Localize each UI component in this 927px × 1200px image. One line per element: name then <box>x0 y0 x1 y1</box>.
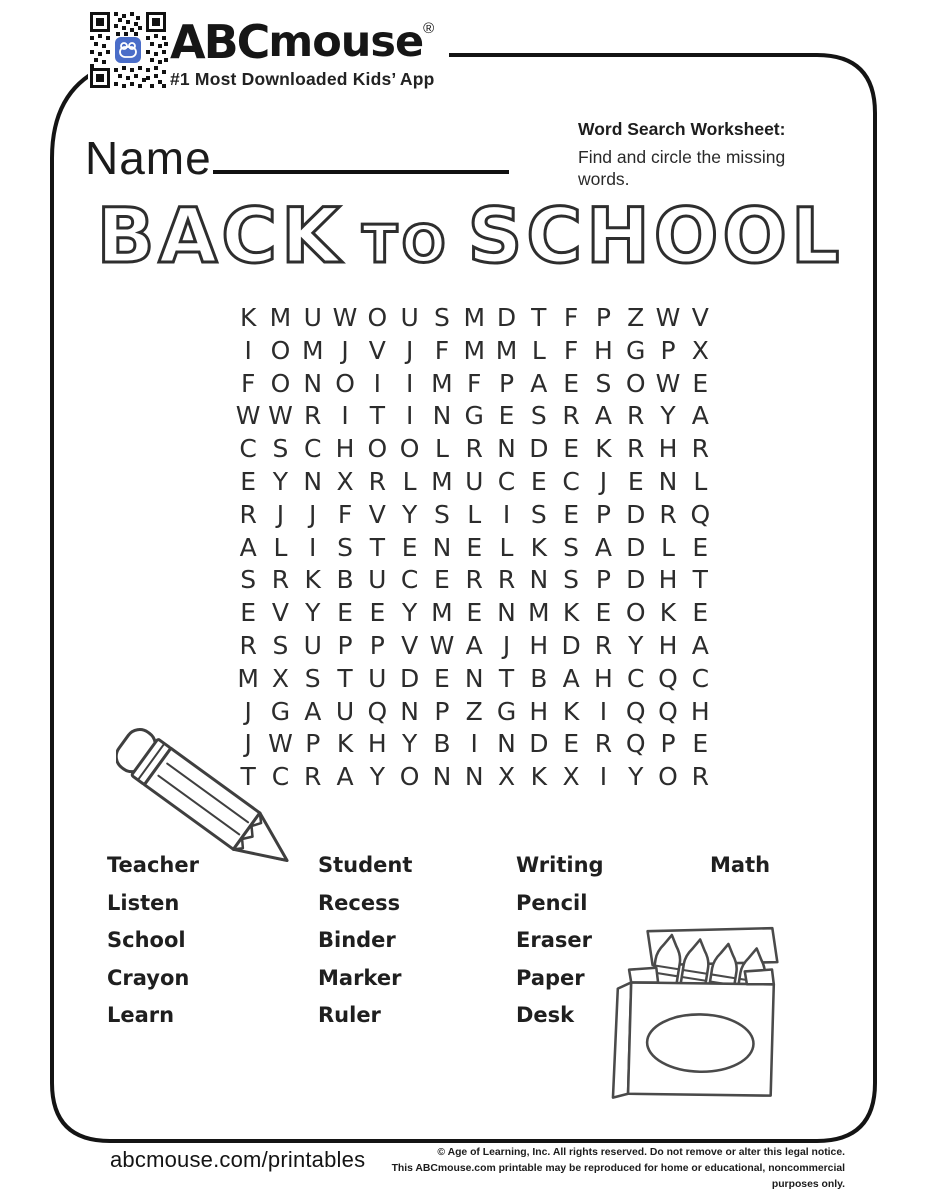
grid-letter: M <box>431 598 453 628</box>
grid-letter: Y <box>660 401 676 431</box>
grid-letter: Z <box>627 303 645 332</box>
grid-letter: A <box>336 762 354 792</box>
grid-letter: F <box>337 499 353 529</box>
grid-letter: K <box>336 729 354 759</box>
grid-letter: X <box>336 466 354 496</box>
grid-letter: N <box>658 466 678 496</box>
grid-letter: H <box>658 565 678 595</box>
grid-letter: P <box>660 729 676 759</box>
grid-letter: L <box>499 532 514 562</box>
grid-row <box>232 466 716 499</box>
grid-letter: X <box>562 762 580 792</box>
instructions-body: Find and circle the missing words. <box>578 147 786 190</box>
grid-letter: A <box>594 401 612 431</box>
grid-letter: K <box>530 762 548 792</box>
grid-letter: Y <box>272 466 289 496</box>
grid-letter: N <box>432 532 452 562</box>
grid-letter: P <box>595 565 611 595</box>
grid-letter: E <box>434 565 450 595</box>
word-list-item: Math <box>710 853 771 877</box>
registered-mark: ® <box>423 20 435 37</box>
grid-letter: E <box>498 401 515 431</box>
grid-letter: Y <box>628 762 644 792</box>
grid-letter: T <box>240 762 256 792</box>
grid-letter: L <box>467 499 482 529</box>
grid-letter: A <box>530 368 548 398</box>
grid-row <box>232 630 716 663</box>
grid-row <box>232 564 716 597</box>
grid-letter: M <box>463 335 486 365</box>
grid-letter: R <box>304 762 322 792</box>
grid-row <box>232 302 716 335</box>
grid-letter: I <box>470 729 478 759</box>
footer-site-url: abcmouse.com/printables <box>110 1147 366 1172</box>
grid-letter: C <box>400 565 419 595</box>
grid-letter: S <box>433 303 450 332</box>
grid-letter: A <box>691 630 709 660</box>
grid-letter: Q <box>625 729 646 759</box>
grid-letter: I <box>309 532 317 562</box>
grid-letter: N <box>497 598 516 628</box>
grid-letter: M <box>301 335 324 365</box>
grid-letter: E <box>692 368 709 398</box>
grid-letter: U <box>465 466 484 496</box>
grid-letter: J <box>502 630 511 660</box>
grid-letter: R <box>465 434 483 464</box>
legal-line-2: This ABCmouse.com printable may be reproduced for home or educational, noncommercial purposes only. <box>391 1163 845 1191</box>
grid-letter: H <box>658 434 678 464</box>
grid-letter: Y <box>369 762 385 792</box>
grid-letter: D <box>626 499 646 529</box>
grid-letter: O <box>625 598 646 628</box>
grid-letter: Q <box>625 696 646 726</box>
puzzle-title <box>10 191 927 285</box>
grid-letter: O <box>367 303 388 332</box>
grid-letter: I <box>599 762 608 792</box>
grid-letter: Y <box>305 598 321 628</box>
grid-letter: J <box>244 696 252 726</box>
grid-letter: T <box>337 663 353 693</box>
grid-letter: W <box>332 303 358 332</box>
grid-row <box>232 433 716 466</box>
grid-letter: E <box>563 434 580 464</box>
grid-letter: K <box>562 696 580 726</box>
grid-letter: K <box>659 598 677 628</box>
grid-letter: E <box>627 466 644 496</box>
grid-letter: W <box>268 729 293 759</box>
grid-letter: R <box>594 729 613 759</box>
grid-letter: R <box>465 565 483 595</box>
logo-block <box>170 15 449 90</box>
title-word-school: SCHOOL <box>467 191 844 280</box>
grid-letter: A <box>239 532 257 562</box>
grid-letter: K <box>239 303 257 332</box>
grid-letter: J <box>341 335 349 365</box>
grid-letter: H <box>367 729 387 759</box>
grid-letter: H <box>690 696 710 726</box>
grid-letter: J <box>405 335 414 365</box>
grid-letter: H <box>658 630 678 660</box>
grid-letter: E <box>692 532 709 562</box>
grid-letter: P <box>305 729 321 759</box>
grid-letter: E <box>563 729 580 759</box>
grid-letter: T <box>692 565 708 595</box>
grid-letter: Z <box>465 696 483 726</box>
grid-letter: C <box>304 434 322 464</box>
grid-letter: E <box>240 466 257 496</box>
legal-notice <box>345 1145 845 1193</box>
grid-letter: S <box>530 401 547 431</box>
grid-letter: L <box>402 466 417 496</box>
grid-letter: E <box>692 729 709 759</box>
word-list-item: Listen <box>107 890 180 915</box>
grid-letter: C <box>691 663 710 693</box>
grid-letter: K <box>595 434 612 464</box>
grid-letter: B <box>530 663 548 693</box>
grid-letter: G <box>496 696 517 726</box>
grid-letter: C <box>497 466 516 496</box>
grid-letter: E <box>240 598 257 628</box>
grid-row <box>232 663 716 696</box>
grid-letter: C <box>239 434 257 464</box>
grid-letter: E <box>563 499 580 529</box>
grid-letter: D <box>400 663 420 693</box>
grid-letter: V <box>691 303 709 332</box>
grid-letter: D <box>626 532 646 562</box>
grid-letter: E <box>337 598 353 628</box>
grid-letter: J <box>244 729 252 759</box>
grid-letter: U <box>368 565 387 595</box>
grid-letter: Q <box>690 499 711 529</box>
grid-letter: B <box>433 729 451 759</box>
grid-letter: R <box>239 630 257 660</box>
logo-mouse: mouse <box>268 17 424 67</box>
grid-letter: E <box>563 368 580 398</box>
grid-letter: V <box>368 335 386 365</box>
word-list-item: Writing <box>516 853 604 877</box>
grid-letter: I <box>502 499 511 529</box>
grid-letter: N <box>303 466 323 496</box>
grid-letter: G <box>626 335 646 365</box>
grid-letter: V <box>368 499 386 529</box>
grid-letter: L <box>531 335 546 365</box>
grid-letter: L <box>661 532 675 562</box>
grid-letter: N <box>529 565 549 595</box>
grid-letter: I <box>405 401 414 431</box>
grid-letter: R <box>594 630 613 660</box>
grid-row <box>232 532 716 565</box>
grid-letter: J <box>276 499 285 529</box>
grid-letter: S <box>240 565 257 595</box>
grid-letter: V <box>271 598 289 628</box>
grid-letter: R <box>271 565 290 595</box>
grid-letter: O <box>270 368 291 398</box>
grid-letter: H <box>529 630 549 660</box>
instructions-title: Word Search Worksheet: <box>578 119 786 139</box>
grid-letter: E <box>434 663 450 693</box>
grid-letter: U <box>303 303 322 332</box>
grid-letter: O <box>335 368 355 398</box>
word-search-grid <box>232 302 716 794</box>
grid-letter: I <box>341 401 349 431</box>
grid-letter: R <box>497 565 516 595</box>
grid-letter: U <box>400 303 419 332</box>
grid-letter: M <box>495 335 518 365</box>
grid-letter: O <box>367 434 388 464</box>
grid-letter: D <box>529 729 549 759</box>
word-list-item: Ruler <box>318 1003 381 1028</box>
grid-letter: Y <box>628 630 644 660</box>
grid-letter: R <box>691 762 709 792</box>
grid-letter: W <box>655 303 681 332</box>
grid-letter: E <box>401 532 418 562</box>
grid-letter: R <box>627 434 645 464</box>
grid-letter: A <box>465 630 483 660</box>
grid-letter: S <box>530 499 547 529</box>
grid-letter: M <box>237 663 259 693</box>
word-list-item: Paper <box>516 965 585 990</box>
grid-letter: I <box>373 368 382 398</box>
grid-letter: F <box>467 368 482 398</box>
grid-letter: J <box>599 466 608 496</box>
qr-code-icon <box>88 10 168 90</box>
grid-letter: J <box>309 499 317 529</box>
grid-letter: C <box>562 466 580 496</box>
grid-letter: M <box>431 368 453 398</box>
grid-letter: A <box>691 401 709 431</box>
grid-letter: P <box>498 368 515 398</box>
grid-letter: O <box>658 762 678 792</box>
crayon-box-icon <box>606 888 806 1113</box>
grid-row <box>232 335 716 368</box>
word-list-column <box>107 853 199 1041</box>
grid-letter: U <box>303 630 322 660</box>
grid-letter: V <box>401 630 419 660</box>
grid-letter: R <box>627 401 645 431</box>
grid-letter: Y <box>401 499 418 529</box>
grid-letter: H <box>529 696 549 726</box>
grid-letter: N <box>432 401 452 431</box>
grid-row <box>232 597 716 630</box>
grid-letter: U <box>335 696 355 726</box>
grid-row <box>232 368 716 401</box>
grid-letter: P <box>369 630 385 660</box>
name-blank-line <box>213 170 509 174</box>
grid-letter: F <box>563 303 579 332</box>
grid-letter: D <box>529 434 549 464</box>
grid-letter: P <box>337 630 353 660</box>
grid-letter: T <box>369 401 385 431</box>
grid-letter: E <box>466 598 483 628</box>
grid-letter: H <box>594 335 613 365</box>
word-list-column <box>318 853 412 1041</box>
word-list-item: Desk <box>516 1003 575 1028</box>
word-list-item: Learn <box>107 1003 175 1028</box>
grid-letter: S <box>304 663 321 693</box>
grid-letter: S <box>337 532 353 562</box>
grid-letter: T <box>369 532 385 562</box>
word-list-item: Student <box>318 853 413 877</box>
logo-abc: ABC <box>170 15 269 69</box>
grid-letter: C <box>626 663 645 693</box>
grid-letter: R <box>239 499 257 529</box>
word-list-item: Recess <box>318 890 401 915</box>
grid-row <box>232 400 716 433</box>
grid-letter: K <box>562 598 580 628</box>
grid-letter: S <box>595 368 612 398</box>
grid-letter: O <box>270 335 291 365</box>
grid-letter: N <box>432 762 452 792</box>
grid-letter: T <box>498 663 515 693</box>
grid-letter: D <box>561 630 581 660</box>
grid-row <box>232 499 716 532</box>
word-list-item: Teacher <box>107 853 199 877</box>
grid-letter: P <box>595 499 611 529</box>
word-list-item: Marker <box>318 965 402 990</box>
grid-letter: N <box>464 663 484 693</box>
grid-letter: X <box>497 762 516 792</box>
grid-letter: K <box>304 565 321 595</box>
grid-letter: R <box>368 466 387 496</box>
grid-letter: M <box>431 466 453 496</box>
grid-letter: P <box>595 303 611 332</box>
abcmouse-mouse-icon <box>115 37 141 63</box>
grid-letter: S <box>563 565 580 595</box>
grid-letter: L <box>693 466 708 496</box>
word-list-item: School <box>107 928 186 953</box>
grid-letter: Y <box>401 598 418 628</box>
grid-letter: E <box>530 466 547 496</box>
title-word-to: TO <box>361 215 450 275</box>
grid-letter: X <box>691 335 709 365</box>
word-list-item: Crayon <box>107 965 190 990</box>
grid-letter: A <box>594 532 612 562</box>
grid-letter: R <box>659 499 677 529</box>
word-list-item: Eraser <box>516 928 592 953</box>
grid-letter: R <box>562 401 580 431</box>
grid-letter: G <box>270 696 291 726</box>
word-list-column <box>710 853 770 891</box>
grid-letter: P <box>660 335 676 365</box>
grid-letter: M <box>269 303 292 332</box>
grid-letter: Y <box>401 729 418 759</box>
grid-letter: M <box>528 598 550 628</box>
grid-letter: E <box>466 532 483 562</box>
grid-letter: Q <box>367 696 388 726</box>
grid-letter: I <box>405 368 414 398</box>
grid-letter: R <box>304 401 322 431</box>
grid-letter: X <box>271 663 290 693</box>
grid-letter: T <box>531 303 547 332</box>
grid-letter: S <box>433 499 450 529</box>
grid-letter: W <box>655 368 681 398</box>
grid-letter: S <box>563 532 580 562</box>
grid-letter: N <box>464 762 484 792</box>
grid-letter: F <box>434 335 450 365</box>
grid-letter: L <box>434 434 449 464</box>
grid-letter: C <box>271 762 290 792</box>
grid-letter: M <box>463 303 486 332</box>
grid-letter: G <box>464 401 484 431</box>
grid-letter: F <box>563 335 579 365</box>
grid-letter: H <box>335 434 355 464</box>
grid-letter: E <box>595 598 612 628</box>
grid-letter: N <box>497 729 516 759</box>
grid-letter: O <box>399 434 420 464</box>
grid-letter: Q <box>658 696 678 726</box>
grid-letter: W <box>429 630 455 660</box>
grid-letter: H <box>594 663 613 693</box>
word-list-column <box>516 853 604 1041</box>
grid-letter: F <box>240 368 256 398</box>
grid-letter: O <box>625 368 646 398</box>
word-list-item: Binder <box>318 928 396 953</box>
legal-line-1: © Age of Learning, Inc. All rights reserved. Do not remove or alter this legal notice. <box>437 1147 845 1158</box>
grid-letter: B <box>336 565 354 595</box>
grid-letter: Q <box>658 663 678 693</box>
grid-letter: S <box>272 630 289 660</box>
logo-tagline: #1 Most Downloaded Kids’ App <box>170 69 435 89</box>
grid-letter: L <box>273 532 288 562</box>
grid-letter: D <box>496 303 517 332</box>
instructions <box>578 119 840 190</box>
grid-letter: S <box>272 434 289 464</box>
grid-letter: N <box>497 434 516 464</box>
grid-letter: W <box>235 401 261 431</box>
grid-letter: I <box>244 335 252 365</box>
grid-letter: A <box>562 663 580 693</box>
title-word-back: BACK <box>96 191 344 280</box>
grid-letter: D <box>626 565 646 595</box>
grid-letter: O <box>399 762 420 792</box>
grid-letter: N <box>400 696 419 726</box>
grid-letter: W <box>268 401 293 431</box>
grid-letter: E <box>369 598 386 628</box>
grid-letter: N <box>303 368 323 398</box>
grid-letter: U <box>368 663 387 693</box>
grid-letter: I <box>599 696 608 726</box>
grid-letter: E <box>692 598 709 628</box>
grid-letter: P <box>434 696 450 726</box>
grid-letter: R <box>691 434 709 464</box>
word-list-item: Pencil <box>516 890 588 915</box>
name-label: Name <box>85 132 212 184</box>
grid-letter: A <box>304 696 322 726</box>
grid-letter: K <box>530 532 548 562</box>
